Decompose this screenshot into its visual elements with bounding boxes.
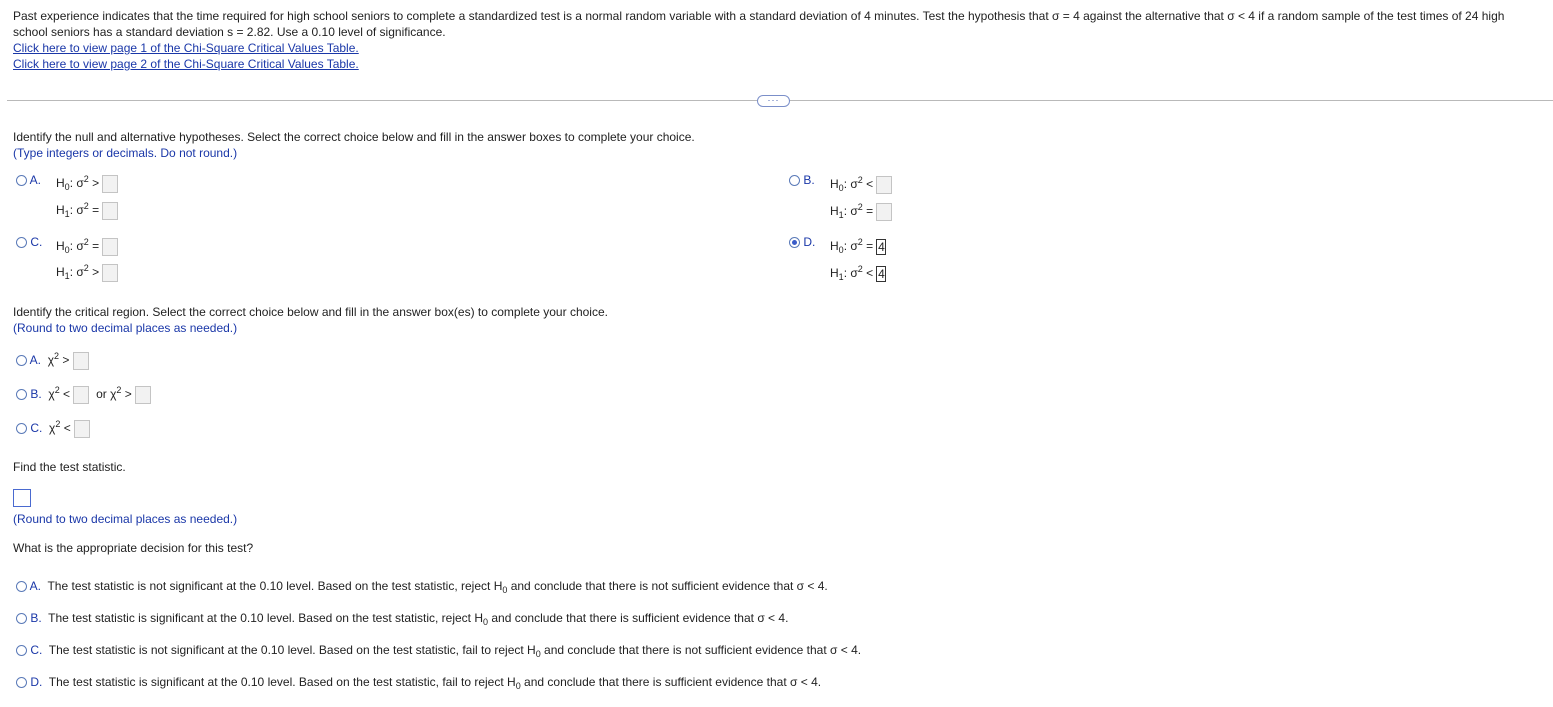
q1-a-h1-input[interactable] bbox=[102, 202, 118, 220]
q2-option-c-radio[interactable] bbox=[16, 423, 27, 434]
q1-b-h0: $H_0$: $\sigma^2$ < bbox=[830, 175, 892, 194]
q2-option-b-label: B. bbox=[30, 387, 42, 401]
q2-b-input1[interactable] bbox=[73, 386, 89, 404]
q1-option-c-radio[interactable] bbox=[16, 237, 27, 248]
q1-option-b-label: B. bbox=[803, 173, 815, 187]
test-statistic-input-wrap bbox=[13, 489, 31, 507]
q1-option-d-radio[interactable] bbox=[789, 237, 800, 248]
q2-b-input2[interactable] bbox=[135, 386, 151, 404]
q1-d-h0-input[interactable]: 4 bbox=[878, 239, 885, 254]
q4-option-c[interactable] bbox=[16, 643, 861, 659]
q1-option-a-radio[interactable] bbox=[16, 175, 27, 186]
q4-prompt: What is the appropriate decision for this test? bbox=[13, 541, 254, 555]
q4-option-a-text: The test statistic is not significant at the 0.10 level. Based on the test statistic, reject $H_0$ and conclude that there is not sufficient evidence that σ < 4. bbox=[47, 579, 828, 595]
q2-c-expr: $\chi^2$ < bbox=[49, 419, 71, 435]
q4-option-c-text: The test statistic is not significant at the 0.10 level. Based on the test statistic, fail to reject $H_0$ and conclude that there is not sufficient evidence that σ < 4. bbox=[48, 643, 862, 659]
q2-b-expr1: $\chi^2$ < bbox=[48, 385, 71, 401]
q1-d-h1: $H_1$: $\sigma^2 < 4$ bbox=[830, 264, 885, 282]
q4-option-d-text: The test statistic is significant at the 0.10 level. Based on the test statistic, fail to reject $H_0$ and conclude that there is sufficient evidence that σ < 4. bbox=[48, 675, 822, 691]
q2-option-c[interactable] bbox=[16, 419, 90, 438]
q1-option-d-label: D. bbox=[803, 235, 816, 249]
q1-option-a-label: A. bbox=[29, 173, 42, 187]
q1-c-h0: $H_0$: $\sigma^2$ = bbox=[56, 237, 118, 256]
q4-option-d-radio[interactable] bbox=[16, 677, 27, 688]
q2-option-b-radio[interactable] bbox=[16, 389, 27, 400]
q1-option-a[interactable] bbox=[16, 173, 41, 187]
chi-square-table-page1-link[interactable]: Click here to view page 1 of the Chi-Square Critical Values Table. bbox=[13, 41, 359, 55]
q3-prompt: Find the test statistic. bbox=[13, 460, 126, 474]
q1-option-c[interactable] bbox=[16, 235, 42, 249]
q1-option-b[interactable] bbox=[789, 173, 815, 187]
q1-a-h0: $H_0$: $\sigma^2$ > bbox=[56, 174, 118, 193]
q1-a-h0-input[interactable] bbox=[102, 175, 118, 193]
q1-prompt: Identify the null and alternative hypotheses. Select the correct choice below and fill in the answer boxes to complete your choice. bbox=[13, 130, 695, 144]
q4-option-a-radio[interactable] bbox=[16, 581, 27, 592]
q1-c-h1: $H_1$: $\sigma^2$ > bbox=[56, 263, 118, 282]
q4-option-b-text: The test statistic is significant at the 0.10 level. Based on the test statistic, reject $H_0$ and conclude that there is sufficient evidence that σ < 4. bbox=[48, 611, 789, 627]
q1-b-h1: $H_1$: $\sigma^2$ = bbox=[830, 202, 892, 221]
q1-c-h1-input[interactable] bbox=[102, 264, 118, 282]
q1-b-h1-input[interactable] bbox=[876, 203, 892, 221]
q1-option-d[interactable] bbox=[789, 235, 815, 249]
q1-b-h0-input[interactable] bbox=[876, 176, 892, 194]
q4-option-d[interactable] bbox=[16, 675, 821, 691]
q4-option-a[interactable] bbox=[16, 579, 828, 595]
q2-c-input[interactable] bbox=[74, 420, 90, 438]
q2-option-c-label: C. bbox=[30, 421, 43, 435]
q4-option-b[interactable] bbox=[16, 611, 788, 627]
q4-option-b-radio[interactable] bbox=[16, 613, 27, 624]
q1-d-h0: $H_0$: $\sigma^2 = 4$ bbox=[830, 237, 885, 255]
q4-option-a-label: A. bbox=[29, 579, 42, 593]
q2-option-a-label: A. bbox=[29, 353, 42, 367]
q1-c-h0-input[interactable] bbox=[102, 238, 118, 256]
q4-option-d-label: D. bbox=[30, 675, 43, 689]
problem-text: Past experience indicates that the time required for high school seniors to complete a standardized test is a normal random variable with a standard deviation of 4 minutes. Test the hypothesis that σ = 4 against the alternative that σ < 4 if a random sample of the test times of 24 high school seniors has a standard deviation s = 2.82. Use a 0.10 level of significance. bbox=[13, 9, 1505, 39]
q2-a-expr: $\chi^2$ > bbox=[47, 351, 70, 367]
q1-d-h1-input[interactable]: 4 bbox=[878, 266, 885, 281]
more-options-button[interactable]: ··· bbox=[757, 95, 790, 107]
q1-option-c-label: C. bbox=[30, 235, 43, 249]
q2-prompt: Identify the critical region. Select the correct choice below and fill in the answer box(es) to complete your choice. bbox=[13, 305, 608, 319]
q2-hint: (Round to two decimal places as needed.) bbox=[13, 321, 238, 335]
q4-option-c-label: C. bbox=[30, 643, 43, 657]
q2-option-a[interactable] bbox=[16, 351, 89, 370]
q1-option-b-radio[interactable] bbox=[789, 175, 800, 186]
q2-a-input[interactable] bbox=[73, 352, 89, 370]
problem-statement bbox=[13, 8, 1538, 72]
q4-option-b-label: B. bbox=[30, 611, 42, 625]
q2-option-b[interactable] bbox=[16, 385, 151, 404]
q2-option-a-radio[interactable] bbox=[16, 355, 27, 366]
test-statistic-input[interactable] bbox=[13, 489, 31, 507]
q3-hint: (Round to two decimal places as needed.) bbox=[13, 512, 238, 526]
q1-a-h1: $H_1$: $\sigma^2$ = bbox=[56, 201, 118, 220]
q2-b-expr2: or $\chi^2$ > bbox=[96, 385, 132, 401]
chi-square-table-page2-link[interactable]: Click here to view page 2 of the Chi-Square Critical Values Table. bbox=[13, 57, 359, 71]
q4-option-c-radio[interactable] bbox=[16, 645, 27, 656]
q1-hint: (Type integers or decimals. Do not round.) bbox=[13, 146, 238, 160]
